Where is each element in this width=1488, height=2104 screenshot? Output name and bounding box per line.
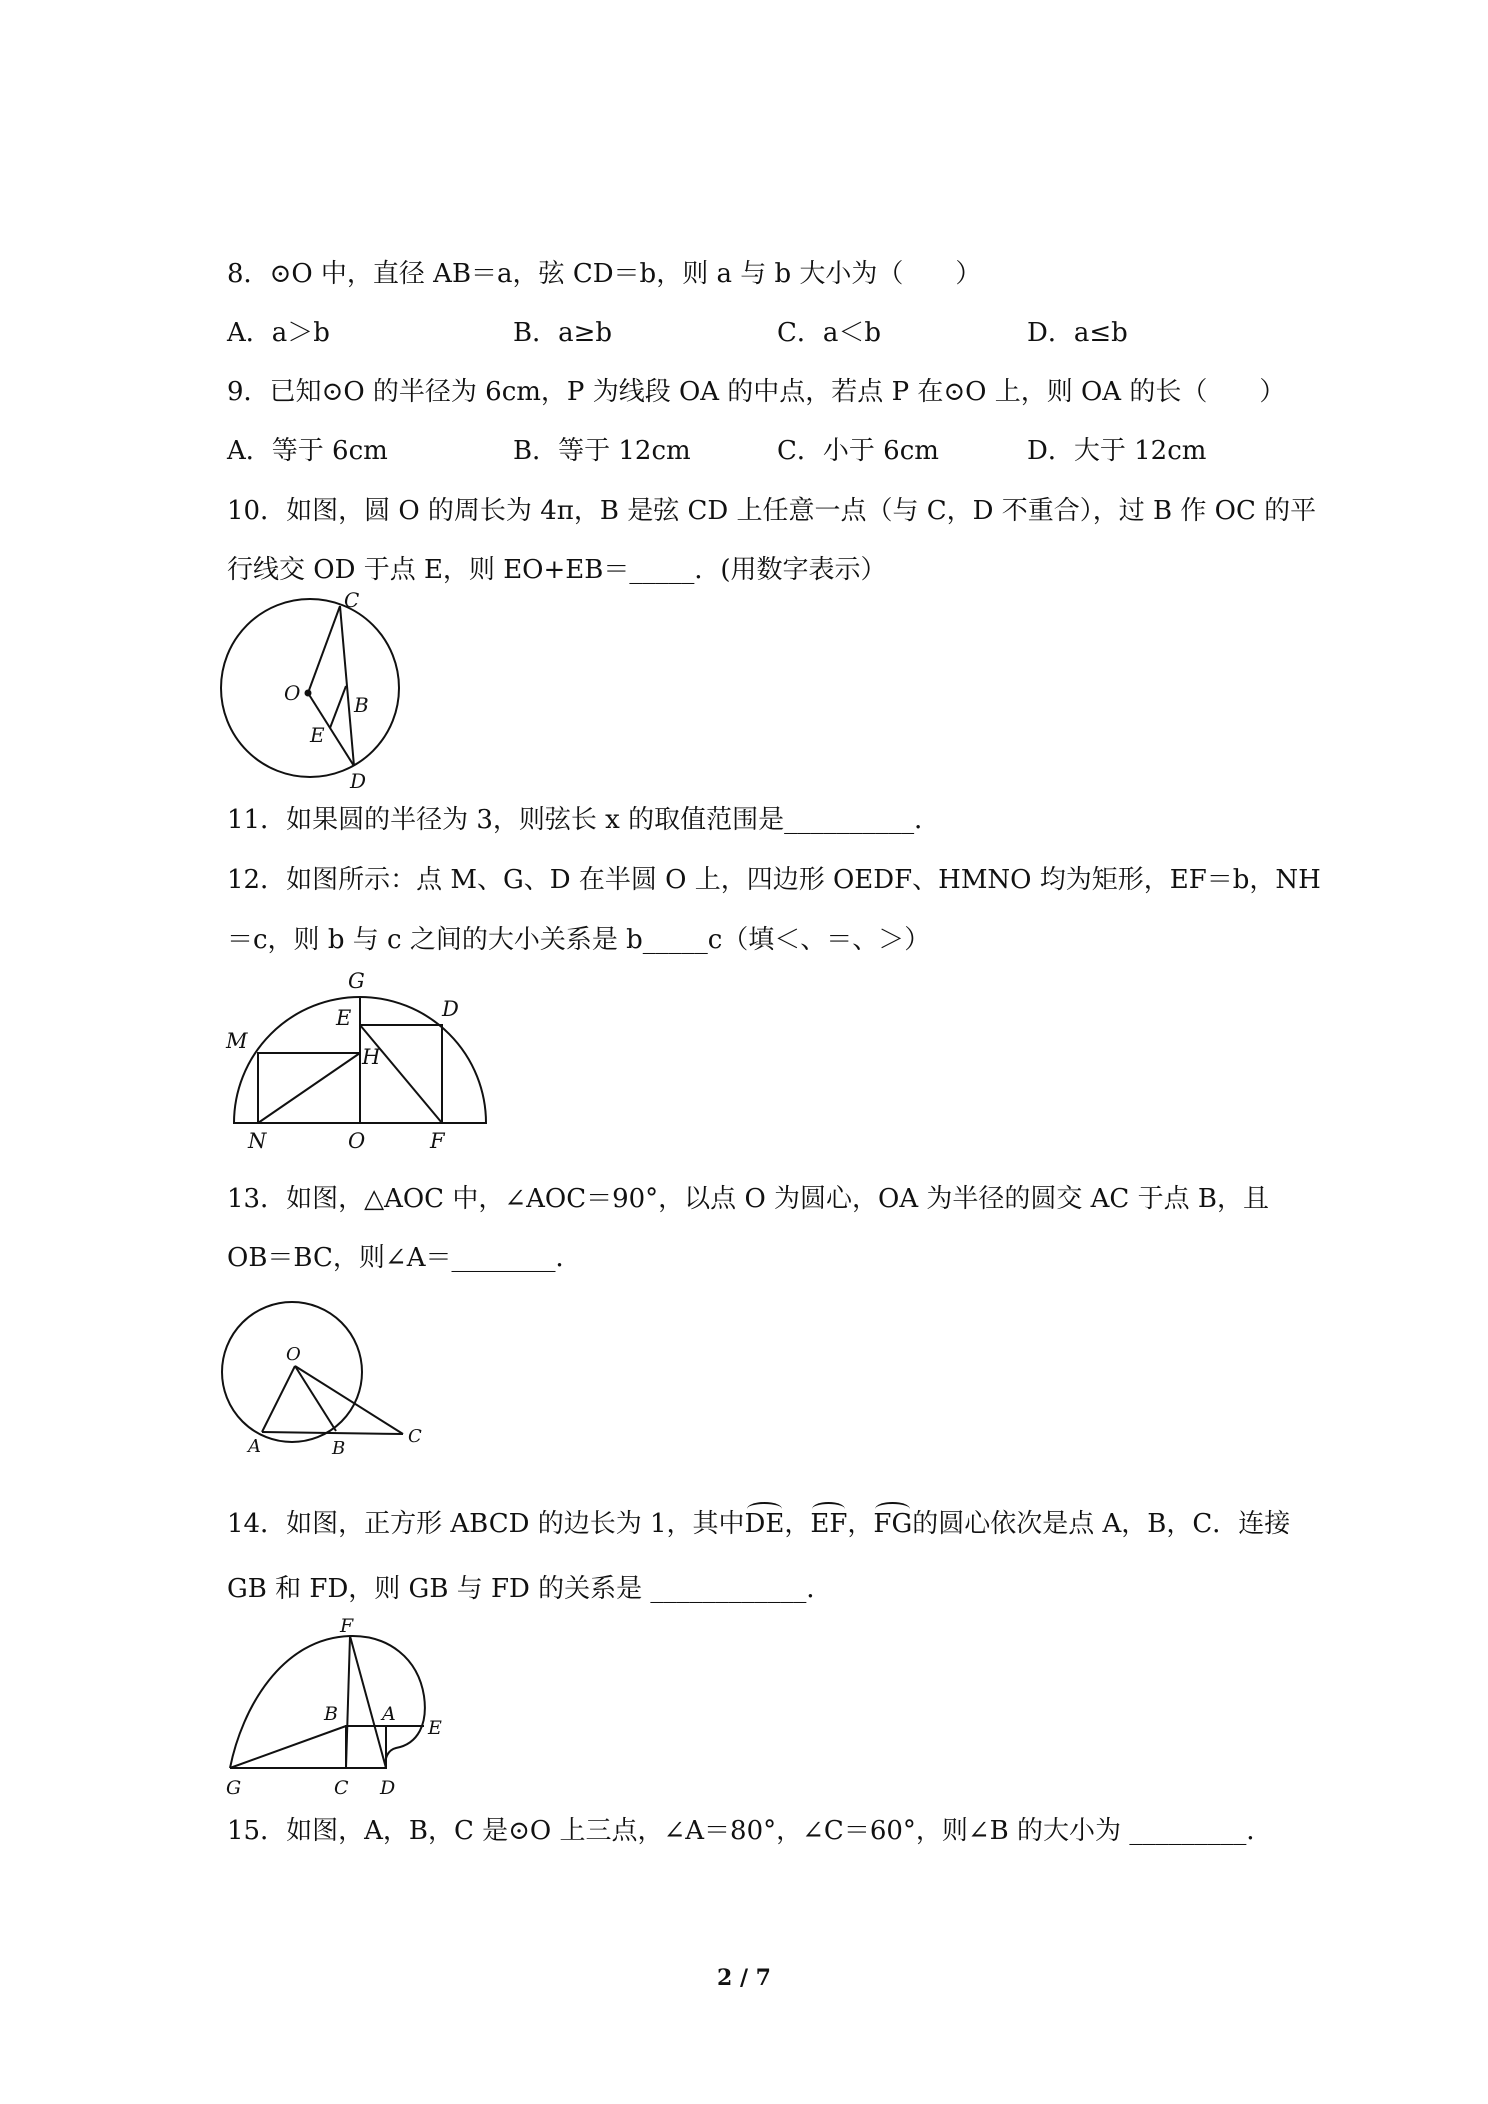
q12-segment-ef [360, 1025, 442, 1123]
q14-label-d: D [380, 1777, 396, 1798]
q14-label-g: G [226, 1777, 242, 1798]
q10-figure [218, 590, 418, 790]
q13-segment-oa [262, 1366, 295, 1432]
q12-label-e: E [336, 1006, 352, 1030]
q14-label-e: E [428, 1717, 442, 1739]
q14-label-f: F [340, 1618, 354, 1637]
q11-stem: 11．如果圆的半径为 3，则弦长 x 的取值范围是__________． [227, 805, 941, 835]
q13-label-c: C [408, 1426, 422, 1447]
q12-label-f: F [430, 1129, 445, 1153]
q14-figure [220, 1618, 460, 1798]
page-number: 2 / 7 [717, 1965, 771, 1991]
q10-label-d: D [350, 769, 367, 790]
q9-option-a: A．等于 6cm [227, 436, 388, 466]
q14-line2: GB 和 FD，则 GB 与 FD 的关系是 ____________． [227, 1574, 833, 1604]
q14-arc-fg: FG [873, 1509, 913, 1539]
q12-label-g: G [348, 969, 365, 993]
q14-line1-post: 的圆心依次是点 A，B，C．连接 [912, 1509, 1291, 1539]
q13-label-o: O [286, 1344, 301, 1365]
q14-line1: 14．如图，正方形 ABCD 的边长为 1，其中DE，EF，FG的圆心依次是点 A，B，C．连接 [227, 1509, 1291, 1539]
q14-segment-gb [230, 1726, 346, 1768]
q10-line1: 10．如图，圆 O 的周长为 4π，B 是弦 CD 上任意一点（与 C，D 不重合），过 B 作 OC 的平 [227, 496, 1317, 526]
q12-line1: 12．如图所示：点 M、G、D 在半圆 O 上，四边形 OEDF、HMNO 均为矩形，EF＝b，NH [227, 865, 1321, 895]
q13-segment-ac [262, 1432, 403, 1434]
q13-segment-ob [295, 1366, 336, 1431]
q10-label-c: C [344, 590, 360, 612]
q9-option-b: B．等于 12cm [513, 436, 691, 466]
q12-line2: ＝c，则 b 与 c 之间的大小关系是 b_____c（填＜、＝、＞） [227, 925, 931, 955]
q9-stem: 9．已知⊙O 的半径为 6cm，P 为线段 OA 的中点，若点 P 在⊙O 上，则 OA 的长（ ） [227, 377, 1286, 407]
q8-option-c: C．a＜b [777, 318, 882, 348]
q13-label-a: A [248, 1436, 261, 1457]
q14-label-a: A [382, 1703, 396, 1725]
q10-chord-cd [340, 606, 354, 766]
q10-label-o: O [284, 681, 301, 705]
q12-label-n: N [248, 1129, 267, 1153]
q12-figure [220, 968, 500, 1158]
q14-arc-de: DE [744, 1509, 785, 1539]
q13-line2: OB＝BC，则∠A＝________． [227, 1243, 582, 1273]
q10-center-dot [305, 690, 312, 697]
q8-option-d: D．a≤b [1027, 318, 1128, 348]
q8-option-b: B．a≥b [513, 318, 613, 348]
q10-label-e: E [310, 723, 325, 747]
q14-segment-fd [350, 1636, 386, 1768]
q8-stem: 8．⊙O 中，直径 AB＝a，弦 CD＝b，则 a 与 b 大小为（ ） [227, 259, 982, 289]
q12-label-h: H [362, 1045, 381, 1069]
q13-label-b: B [332, 1438, 346, 1459]
q12-label-o: O [348, 1129, 366, 1153]
q13-figure [220, 1292, 440, 1462]
q8-option-a: A．a＞b [227, 318, 330, 348]
q14-arc-ef: EF [810, 1509, 848, 1539]
q14-outer-curve [230, 1636, 425, 1768]
q12-label-d: D [442, 997, 459, 1021]
q14-label-b: B [324, 1703, 338, 1725]
q10-segment-eb [330, 686, 346, 728]
q13-segment-oc [295, 1366, 403, 1434]
q13-line1: 13．如图，△AOC 中，∠AOC＝90°，以点 O 为圆心，OA 为半径的圆交 AC 于点 B，且 [227, 1184, 1269, 1214]
q9-option-c: C．小于 6cm [777, 436, 939, 466]
q10-line2: 行线交 OD 于点 E，则 EO+EB＝_____．(用数字表示） [227, 555, 887, 585]
q9-option-d: D．大于 12cm [1027, 436, 1207, 466]
q14-line1-pre: 14．如图，正方形 ABCD 的边长为 1，其中 [227, 1509, 745, 1539]
q10-label-b: B [354, 693, 369, 717]
q10-segment-oc [308, 606, 340, 693]
q15-stem: 15．如图，A，B，C 是⊙O 上三点，∠A＝80°，∠C＝60°，则∠B 的大小为 _________． [227, 1816, 1273, 1846]
q14-label-c: C [334, 1777, 349, 1798]
q12-segment-nh [258, 1053, 360, 1123]
q12-label-m: M [226, 1029, 248, 1053]
q14-segment-fc [346, 1636, 350, 1768]
